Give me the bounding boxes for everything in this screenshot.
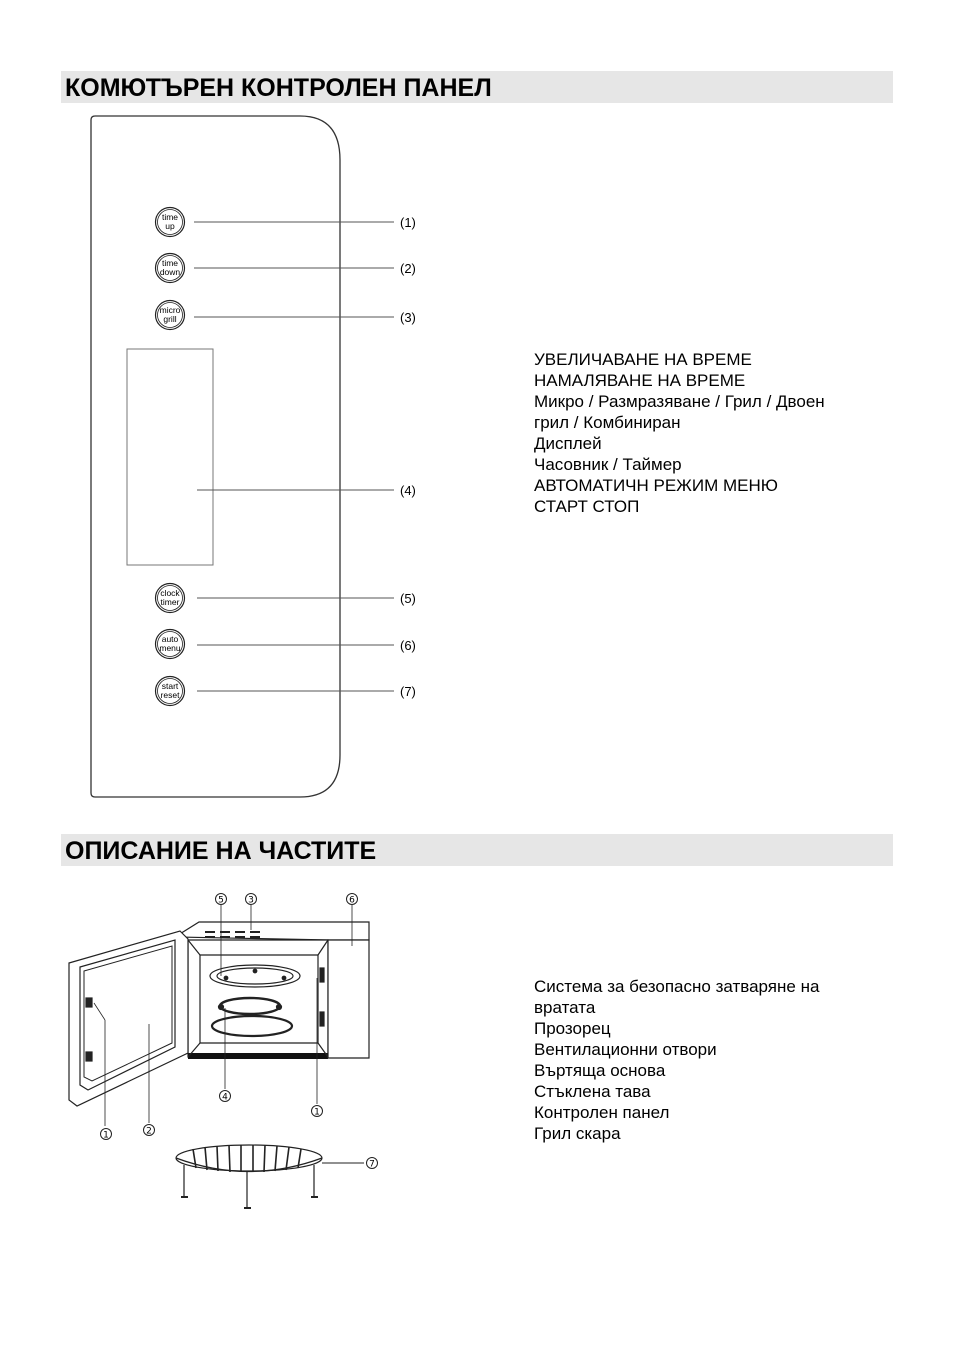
legend-item: НАМАЛЯВАНЕ НА ВРЕМЕ <box>534 371 746 390</box>
svg-text:3: 3 <box>248 895 254 906</box>
display-window <box>127 349 213 565</box>
button-label-line1: auto <box>161 634 179 644</box>
legend-item: Дисплей <box>534 434 602 453</box>
legend-item: УВЕЛИЧАВАНЕ НА ВРЕМЕ <box>534 350 752 369</box>
callout-5: (5) <box>400 591 416 606</box>
part-number-4 <box>220 1091 231 1103</box>
svg-text:4: 4 <box>222 1092 228 1103</box>
part-number-5 <box>216 894 227 906</box>
legend-item: Вентилационни отвори <box>534 1040 717 1059</box>
section-header-parts <box>61 834 893 866</box>
button-label-line2: up <box>165 221 175 231</box>
button-label-line2: menu <box>159 643 181 653</box>
parts-legend <box>534 976 864 1144</box>
legend-item: грил / Комбиниран <box>534 413 681 432</box>
part-number-6 <box>347 894 358 906</box>
button-label-line1: start <box>161 681 179 691</box>
control-panel-legend <box>534 349 864 517</box>
part-number-7 <box>367 1158 378 1170</box>
callout-7: (7) <box>400 684 416 699</box>
part-number-1-left <box>101 1129 112 1141</box>
legend-item: Въртяща основа <box>534 1061 666 1080</box>
auto-menu-button <box>156 630 185 659</box>
start-reset-button <box>156 677 185 706</box>
legend-item: Микро / Размразяване / Грил / Двоен <box>534 392 825 411</box>
section-title: ОПИСАНИЕ НА ЧАСТИТЕ <box>65 837 377 865</box>
clock-timer-button <box>156 584 185 613</box>
legend-item: АВТОМАТИЧН РЕЖИМ МЕНЮ <box>534 476 778 495</box>
svg-text:1: 1 <box>314 1107 320 1118</box>
legend-item: Система за безопасно затваряне на <box>534 977 820 996</box>
part-number-2 <box>144 1125 155 1137</box>
button-label-line2: down <box>159 267 181 277</box>
legend-item: Стъклена тава <box>534 1082 651 1101</box>
button-label-line1: micro <box>159 305 181 315</box>
legend-item: Часовник / Таймер <box>534 455 682 474</box>
legend-item: Контролен панел <box>534 1103 670 1122</box>
time-up-button <box>156 208 185 237</box>
button-label-line2: grill <box>163 314 177 324</box>
button-label-line2: reset <box>160 690 180 700</box>
legend-item: СТАРТ СТОП <box>534 497 640 516</box>
section-title: КОМЮТЪРЕН КОНТРОЛЕН ПАНЕЛ <box>65 74 492 102</box>
callout-4: (4) <box>400 483 416 498</box>
callout-3: (3) <box>400 310 416 325</box>
svg-text:7: 7 <box>369 1159 375 1170</box>
button-label-line1: clock <box>160 588 180 598</box>
part-number-1-right <box>312 1106 323 1118</box>
svg-text:1: 1 <box>103 1130 109 1141</box>
microwave-diagram <box>69 922 369 1106</box>
button-label-line1: time <box>161 258 179 268</box>
micro-grill-button <box>156 301 185 330</box>
panel-outline <box>91 116 340 797</box>
callout-1: (1) <box>400 215 416 230</box>
part-number-3 <box>246 894 257 906</box>
svg-text:6: 6 <box>349 895 355 906</box>
callout-2: (2) <box>400 261 416 276</box>
legend-item: Прозорец <box>534 1019 611 1038</box>
legend-item: вратата <box>534 998 596 1017</box>
callout-6: (6) <box>400 638 416 653</box>
button-label-line2: timer <box>160 597 180 607</box>
time-down-button <box>156 254 185 283</box>
svg-text:2: 2 <box>146 1126 152 1137</box>
grill-rack-icon <box>176 1145 364 1208</box>
legend-item: Грил скара <box>534 1124 621 1143</box>
svg-text:5: 5 <box>218 895 224 906</box>
button-label-line1: time <box>161 212 179 222</box>
